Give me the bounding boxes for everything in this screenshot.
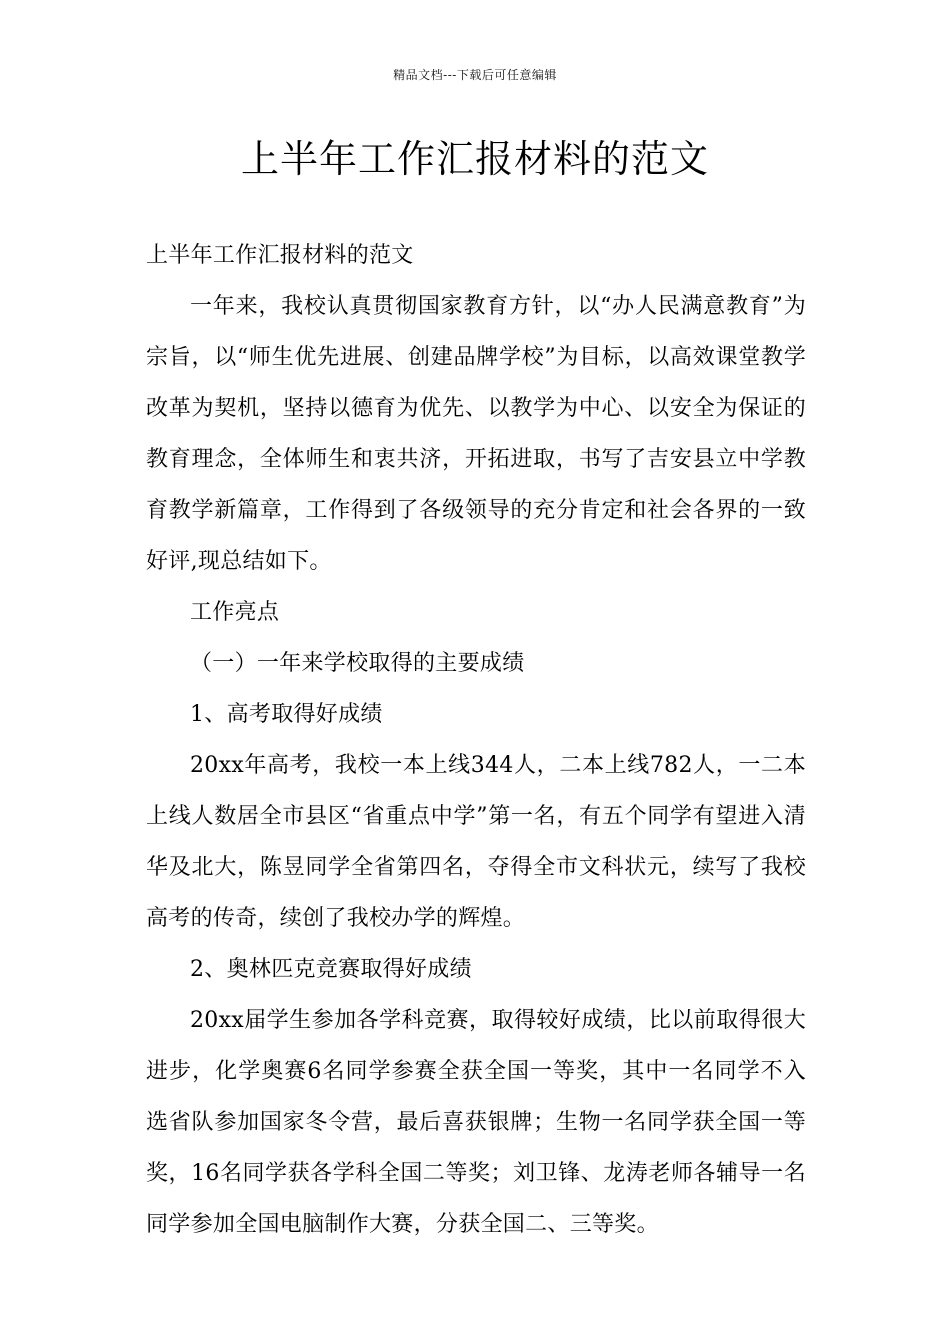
olympiad-paragraph: 20xx届学生参加各学科竞赛，取得较好成绩，比以前取得很大进步，化学奥赛6名同学参赛全获全国一等奖，其中一名同学不入选省队参加国家冬令营，最后喜获银牌；生物一名同学获全国一等奖，16名同学获各学科全国二等奖；刘卫锋、龙涛老师各辅导一名同学参加全国电脑制作大赛，分获全国二、三等奖。: [146, 1008, 806, 1237]
section-heading-highlights: 工作亮点: [190, 600, 280, 625]
gaokao-paragraph: 20xx年高考，我校一本上线344人，二本上线782人，一二本上线人数居全市县区“省重点中学”第一名，有五个同学有望进入清华及北大，陈昱同学全省第四名，夺得全市文科状元，续写了我校高考的传奇，续创了我校办学的辉煌。: [146, 753, 806, 931]
item-heading-gaokao: 1、高考取得好成绩: [190, 702, 383, 727]
header-note: 精品文档---下载后可任意编辑: [393, 68, 557, 82]
intro-paragraph: 一年来，我校认真贯彻国家教育方针，以“办人民满意教育”为宗旨，以“师生优先进展、创建品牌学校”为目标，以高效课堂教学改革为契机，坚持以德育为优先、以教学为中心、以安全为保证的教育理念，全体师生和衷共济，开拓进取，书写了吉安县立中学教育教学新篇章，工作得到了各级领导的充分肯定和社会各界的一致好评,现总结如下。: [146, 294, 806, 574]
document-title: 上半年工作汇报材料的范文: [240, 137, 709, 181]
subsection-heading-achievements: （一）一年来学校取得的主要成绩: [190, 651, 525, 676]
subtitle-paragraph: 上半年工作汇报材料的范文: [146, 243, 414, 268]
document-body: [146, 230, 806, 1250]
item-heading-olympiad: 2、奥林匹克竞赛取得好成绩: [190, 957, 472, 982]
